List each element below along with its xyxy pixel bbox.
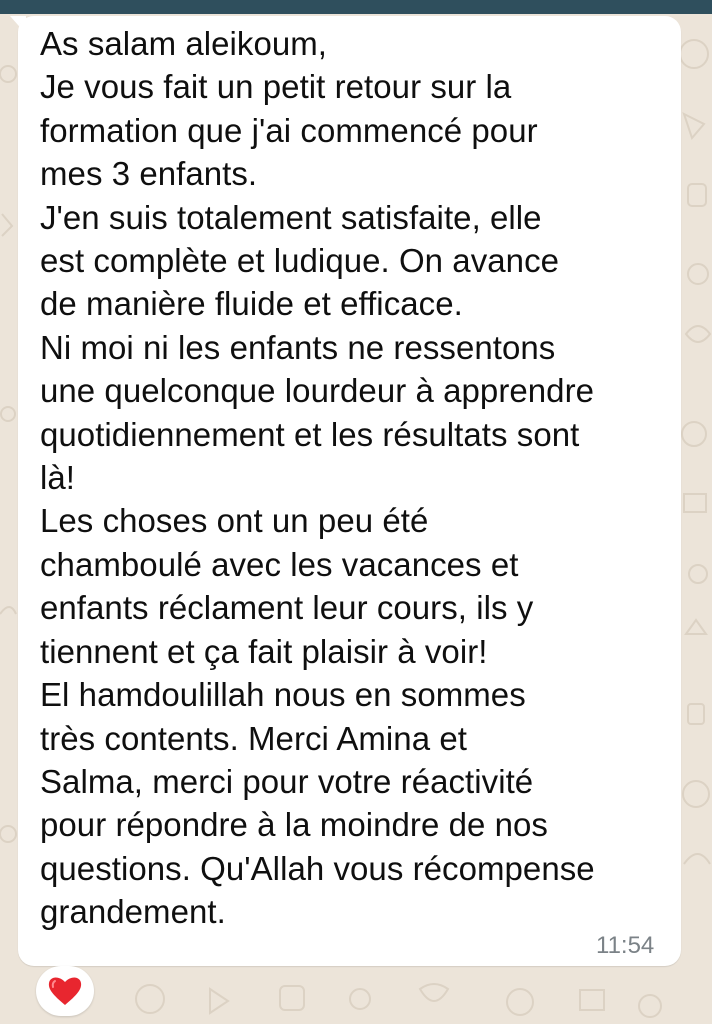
reaction-badge[interactable] (36, 966, 94, 1016)
message-timestamp: 11:54 (596, 932, 655, 959)
header-bar (0, 0, 712, 14)
message-text: As salam aleikoum, Je vous fait un petit retour sur la formation que j'ai commencé pour mes 3 enfants. J'en suis totalement satisfaite, elle est complète et ludique. On avance de manière fluide et efficace. Ni moi ni les enfants ne ressentons une quelconque lourdeur à apprendre quotidiennement et les résultats sont là! Les choses ont un peu été chamboulé avec les vacances et enfants réclament leur cours, ils y tiennent et ça fait plaisir à voir! El hamdoulillah nous en sommes très contents. Merci Amina et Salma, merci pour votre réactivité pour répondre à la moindre de nos questions. Qu'Allah vous récompense grandement. (40, 25, 595, 931)
red-heart-icon (47, 975, 83, 1007)
